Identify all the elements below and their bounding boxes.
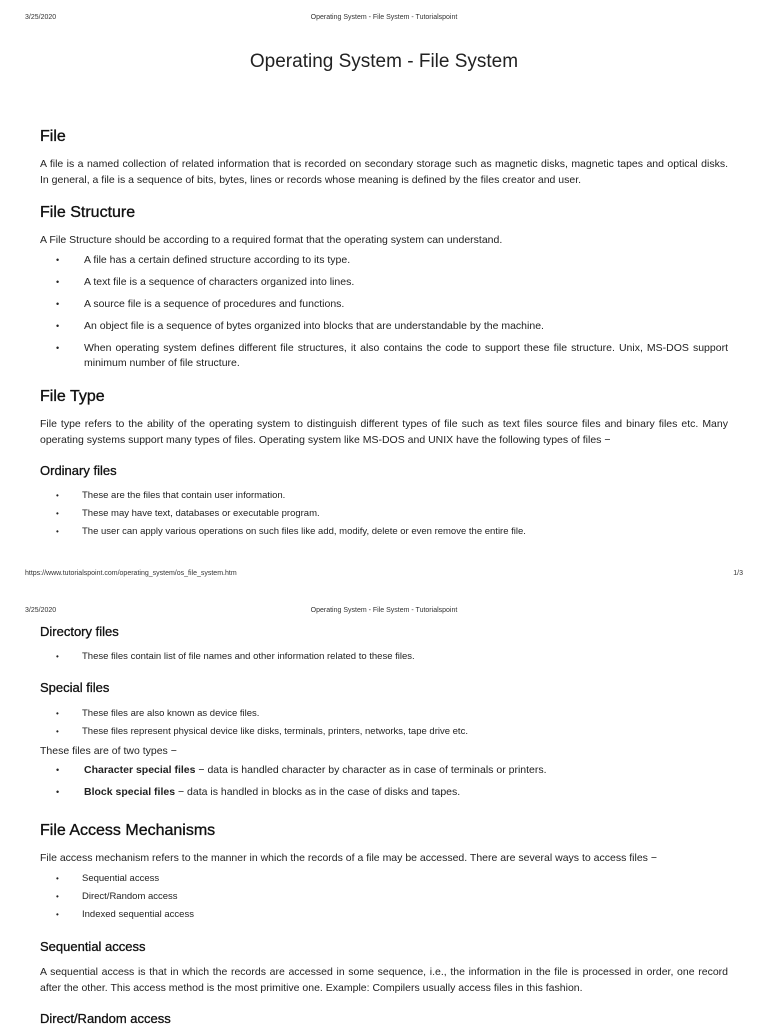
- footer-page-number: 1/3: [733, 570, 743, 577]
- list-item: • These may have text, databases or executable program.: [40, 507, 728, 521]
- file-access-list: [40, 872, 728, 922]
- ordinary-files-section: [40, 463, 728, 539]
- header-date: 3/25/2020: [25, 607, 57, 614]
- file-access-paragraph: File access mechanism refers to the manner in which the records of a file may be accessed. There are several ways to access files −: [40, 852, 657, 864]
- page-header-2: [0, 607, 768, 619]
- list-item: • These files represent physical device like disks, terminals, printers, networks, tape drive etc.: [40, 725, 728, 739]
- sequential-access-paragraph: A sequential access is that in which the records are accessed in some sequence, i.e., the information in the file is processed in order, one record after the other. This access method is the most primitive one. Example: Compilers usually access files in this fashion.: [40, 966, 728, 994]
- list-item: • A file has a certain defined structure according to its type.: [40, 253, 728, 268]
- file-paragraph: A file is a named collection of related information that is recorded on secondary storage such as magnetic disks, magnetic tapes and optical disks. In general, a file is a sequence of bits, bytes, lines or records whose meaning is defined by the files creator and user.: [40, 158, 728, 186]
- subheading-directory-files: Directory files: [40, 624, 119, 639]
- term-description: − data is handled character by character as in case of terminals or printers.: [195, 764, 547, 776]
- section-heading-file: File: [40, 128, 66, 145]
- file-structure-intro: A File Structure should be according to a required format that the operating system can understand.: [40, 234, 503, 246]
- file-structure-section: [40, 204, 728, 371]
- header-date: 3/25/2020: [25, 14, 57, 21]
- file-structure-list: [40, 253, 728, 371]
- list-item: [40, 763, 728, 778]
- page-header: [0, 14, 768, 26]
- ordinary-files-list: [40, 489, 728, 539]
- directory-files-section: [40, 624, 728, 664]
- list-item: • Indexed sequential access: [40, 908, 728, 922]
- subheading-ordinary-files: Ordinary files: [40, 463, 117, 478]
- subheading-special-files: Special files: [40, 680, 110, 695]
- list-item: • These files contain list of file names and other information related to these files.: [40, 650, 728, 664]
- list-item: • These files are also known as device files.: [40, 707, 728, 721]
- footer-url: https://www.tutorialspoint.com/operating_system/os_file_system.htm: [25, 570, 237, 577]
- two-types-text: These files are of two types −: [40, 745, 177, 757]
- list-item: [40, 785, 728, 800]
- term-block-special: Block special files: [84, 786, 176, 798]
- special-files-list: [40, 707, 728, 739]
- file-access-section: [40, 822, 728, 922]
- list-item: • An object file is a sequence of bytes organized into blocks that are understandable by the machine.: [40, 319, 728, 334]
- list-item: • A text file is a sequence of characters organized into lines.: [40, 275, 728, 290]
- term-character-special: Character special files: [84, 764, 196, 776]
- list-item: • When operating system defines different file structures, it also contains the code to support these file structure. Unix, MS-DOS support minimum number of file structure.: [40, 341, 728, 371]
- list-item: • Sequential access: [40, 872, 728, 886]
- header-title: Operating System - File System - Tutorialspoint: [310, 607, 458, 614]
- term-description: − data is handled in blocks as in the case of disks and tapes.: [175, 786, 461, 798]
- header-title: Operating System - File System - Tutorialspoint: [310, 14, 458, 21]
- list-item: • These are the files that contain user information.: [40, 489, 728, 503]
- page-title: Operating System - File System: [249, 51, 519, 72]
- section-heading-file-structure: File Structure: [40, 204, 136, 221]
- file-section: [40, 128, 728, 188]
- subheading-sequential-access: Sequential access: [40, 939, 146, 954]
- directory-files-list: [40, 650, 728, 664]
- file-type-section: [40, 388, 728, 448]
- list-item: • A source file is a sequence of procedures and functions.: [40, 297, 728, 312]
- section-heading-file-access: File Access Mechanisms: [40, 822, 216, 839]
- list-item: • Direct/Random access: [40, 890, 728, 904]
- sequential-access-section: [40, 939, 728, 996]
- subheading-direct-access: Direct/Random access: [40, 1011, 171, 1026]
- page-footer: [0, 570, 768, 582]
- list-item: • The user can apply various operations on such files like add, modify, delete or even remove the entire file.: [40, 525, 728, 539]
- section-heading-file-type: File Type: [40, 388, 105, 405]
- file-type-paragraph: File type refers to the ability of the operating system to distinguish different types of file such as text files source files and binary files etc. Many operating systems support many types of files. Operating system like MS-DOS and UNIX have the following types of files −: [40, 418, 728, 446]
- special-files-section: [40, 680, 728, 800]
- special-types-list: [40, 763, 728, 800]
